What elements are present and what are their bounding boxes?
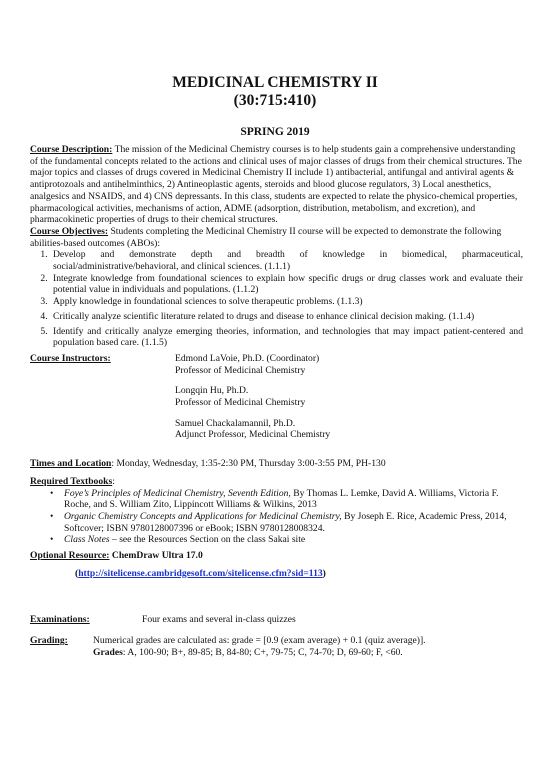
grading-label: Grading: bbox=[30, 635, 68, 647]
url-close-paren: ) bbox=[322, 567, 326, 579]
textbook-item bbox=[50, 510, 523, 534]
resource-url-line bbox=[30, 568, 523, 580]
textbook-title: Class Notes bbox=[64, 534, 110, 546]
instructor-list bbox=[175, 353, 330, 450]
textbook-list bbox=[30, 488, 523, 547]
course-objectives bbox=[30, 226, 523, 249]
textbook-item bbox=[50, 534, 523, 546]
title-block bbox=[0, 74, 550, 150]
times-and-location bbox=[30, 458, 523, 470]
instructor-name: Longqin Hu, Ph.D. bbox=[175, 385, 249, 397]
description-label: Course Description: bbox=[30, 144, 113, 155]
grading-scale bbox=[93, 647, 426, 659]
instructors-label: Course Instructors: bbox=[30, 352, 111, 364]
instructor-role: Professor of Medicinal Chemistry bbox=[175, 397, 306, 409]
required-textbooks-heading bbox=[30, 476, 523, 488]
grading-formula: Numerical grades are calculated as: grade = [0.9 (exam average) + 0.1 (quiz average)]. bbox=[93, 635, 426, 647]
objective-item: 2. Integrate knowledge from foundational sciences to explain how specific drugs or drug classes work and evaluate their potential value in individuals and populations. (1.1.2) bbox=[50, 273, 523, 296]
textbooks-label: Required Textbooks bbox=[30, 475, 113, 487]
course-number: (30:715:410) bbox=[233, 92, 317, 109]
bullet-icon: • bbox=[50, 534, 54, 546]
textbook-details: By Joseph E. Rice, Academic Press, 2014, Softcover; ISBN 9780128007396 or eBook; ISBN 9780128008324. bbox=[64, 510, 507, 534]
resource-name: ChemDraw Ultra 17.0 bbox=[109, 550, 203, 562]
resource-label: Optional Resource: bbox=[30, 550, 110, 562]
description-text: The mission of the Medicinal Chemistry courses is to help students gain a comprehensive understanding of the fundamental concepts related to the actions and clinical uses of major classes of drugs from their chemical structures. The major topics and classes of drugs covered in Medicinal Chemistry II include 1) antibacterial, antifungal and antiviral agents & antiprotozoals and antihelminthics, 2) Antineoplastic agents, steroids and blood glucose regulators, 3) Local anesthetics, analgesics and NSAIDS, and 4) CNS depressants. In this class, students are expected to relate the physico-chemical properties, pharmacological activities, mechanisms of action, ADME (adsorption, distribution, metabolism, and excretion), and pharmacokinetic properties of drugs to their chemical structures. bbox=[30, 144, 522, 226]
chemdraw-license-link[interactable]: http://sitelicense.cambridgesoft.com/sitelicense.cfm?sid=113 bbox=[78, 567, 323, 579]
objective-item: 3. Apply knowledge in foundational sciences to solve therapeutic problems. (1.1.3) bbox=[50, 296, 523, 308]
instructor-entry bbox=[175, 418, 330, 441]
times-label: Times and Location bbox=[30, 458, 112, 470]
syllabus-content bbox=[30, 144, 523, 659]
instructor-entry bbox=[175, 385, 330, 408]
textbook-title: Organic Chemistry Concepts and Applications for Medicinal Chemistry, bbox=[64, 510, 342, 522]
times-text: : Monday, Wednesday, 1:35-2:30 PM, Thursday 3:00-3:55 PM, PH-130 bbox=[111, 458, 386, 470]
objective-item: 5. Identify and critically analyze emerging theories, information, and technologies that may impact patient-centered and population based care. (1.1.5) bbox=[50, 326, 523, 349]
objectives-list bbox=[30, 249, 523, 349]
objective-item: 4. Critically analyze scientific literature related to drugs and disease to enhance clinical decision making. (1.1.4) bbox=[50, 311, 523, 323]
course-description bbox=[30, 144, 523, 226]
grading bbox=[30, 635, 523, 658]
instructor-role: Adjunct Professor, Medicinal Chemistry bbox=[175, 429, 331, 441]
term-heading: SPRING 2019 bbox=[240, 126, 310, 138]
objective-item: 1. Develop and demonstrate depth and breadth of knowledge in biomedical, pharmaceutical, social/administrative/behavioral, and clinical sciences. (1.1.1) bbox=[50, 249, 523, 272]
objectives-label: Course Objectives: bbox=[30, 225, 109, 237]
instructor-name: Edmond LaVoie, Ph.D. (Coordinator) bbox=[175, 352, 320, 364]
examinations bbox=[30, 614, 523, 626]
instructor-role: Professor of Medicinal Chemistry bbox=[175, 364, 306, 376]
course-title: MEDICINAL CHEMISTRY II bbox=[172, 74, 378, 91]
examinations-label: Examinations: bbox=[30, 613, 90, 625]
textbook-item bbox=[50, 487, 523, 511]
grades-label: Grades bbox=[93, 646, 123, 658]
grades-text: : A, 100-90; B+, 89-85; B, 84-80; C+, 79-75; C, 74-70; D, 69-60; F, <60. bbox=[122, 646, 403, 658]
objectives-intro: Students completing the Medicinal Chemistry II course will be expected to demonstrate the following abilities-based outcomes (ABOs): bbox=[30, 225, 502, 249]
course-instructors bbox=[30, 353, 523, 450]
textbook-title: Foye’s Principles of Medicinal Chemistry, Seventh Edition, bbox=[64, 487, 291, 499]
textbook-details: – see the Resources Section on the class Sakai site bbox=[109, 534, 306, 546]
instructor-name: Samuel Chackalamannil, Ph.D. bbox=[175, 417, 296, 429]
textbook-details: By Thomas L. Lemke, David A. Williams, Victoria F. Roche, and S. William Zito, Lippincott Williams & Wilkins, 2013 bbox=[64, 487, 499, 511]
grading-details bbox=[93, 635, 426, 658]
url-open-paren: ( bbox=[75, 567, 79, 579]
examinations-text: Four exams and several in-class quizzes bbox=[142, 613, 296, 625]
instructor-entry bbox=[175, 353, 330, 376]
optional-resource bbox=[30, 550, 523, 562]
bullet-icon: • bbox=[50, 510, 54, 522]
textbooks-colon: : bbox=[112, 475, 115, 487]
bullet-icon: • bbox=[50, 487, 54, 499]
